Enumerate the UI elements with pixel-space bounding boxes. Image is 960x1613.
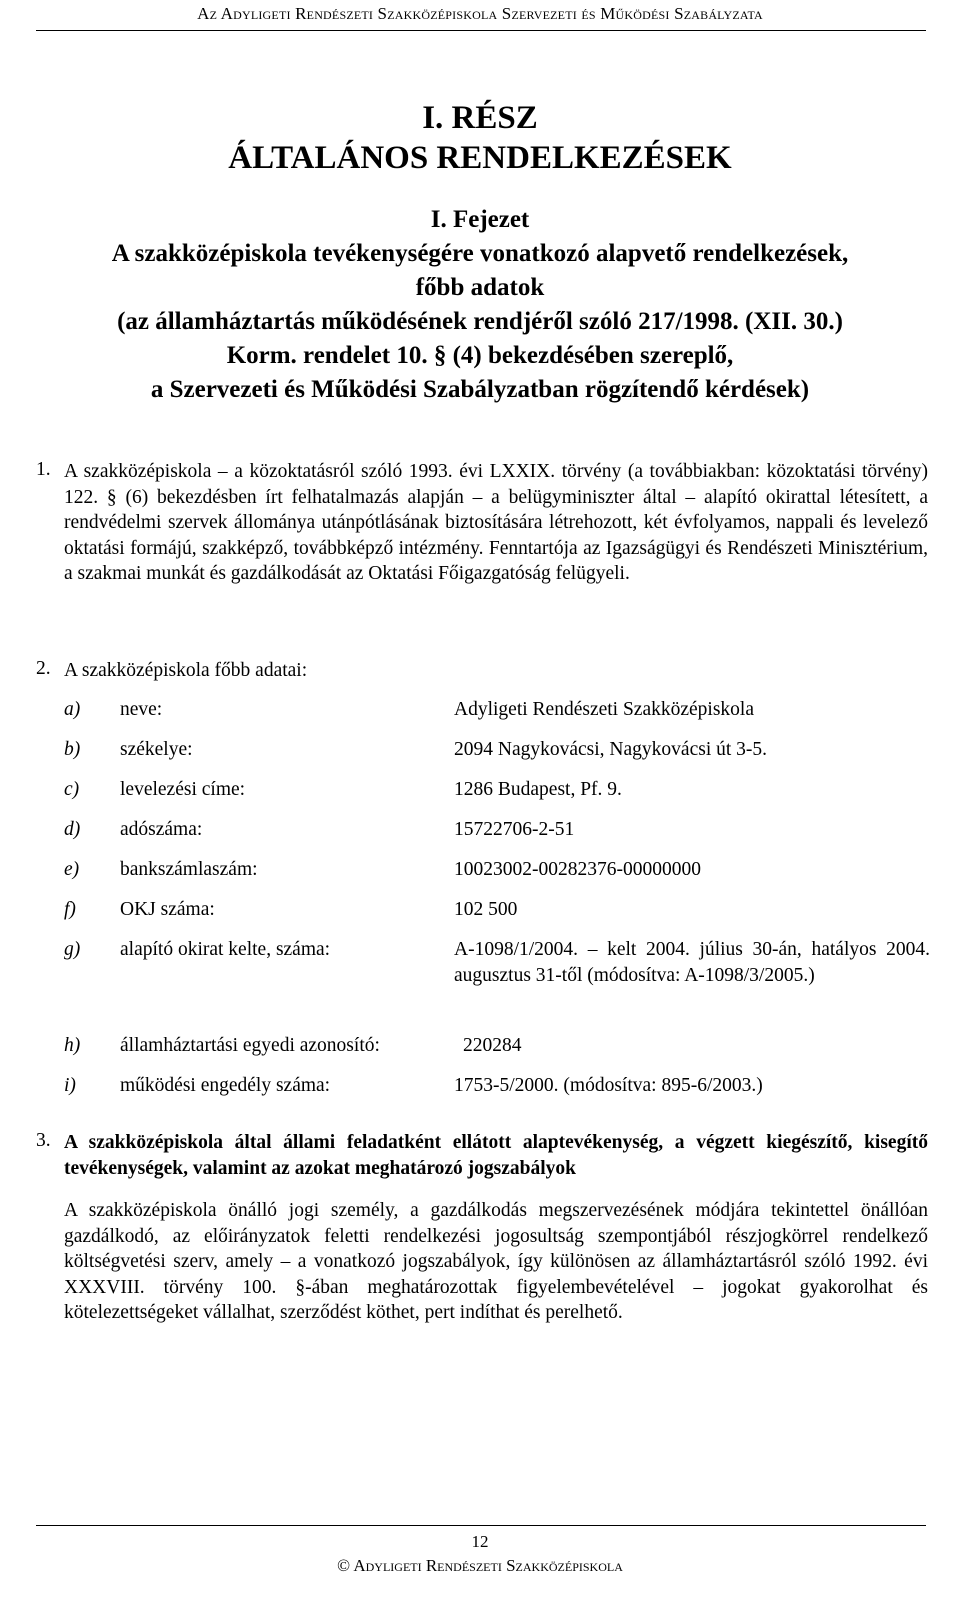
item-label: bankszámlaszám: (120, 859, 258, 880)
item-letter: e) (64, 859, 80, 880)
item-label: államháztartási egyedi azonosító: (120, 1035, 380, 1056)
part-title-line: I. RÉSZ (422, 100, 538, 136)
part-title (0, 98, 960, 178)
item-value: 10023002-00282376-00000000 (454, 859, 701, 880)
section-3-heading: A szakközépiskola által állami feladatként ellátott alaptevékenység, a végzett kiegészítő, kisegítő tevékenységek, valamint az azokat meghatározó jogszabályok (64, 1132, 928, 1179)
item-value: A-1098/1/2004. – kelt 2004. július 30-án, hatályos 2004. augusztus 31-től (módosítva: A-1098/3/2005.) (454, 939, 930, 986)
footer-divider (36, 1525, 926, 1526)
item-label: székelye: (120, 739, 193, 760)
item-value: 2094 Nagykovácsi, Nagykovácsi út 3-5. (454, 739, 768, 760)
section-number: 1. (36, 459, 51, 480)
item-label: alapító okirat kelte, száma: (120, 939, 331, 960)
chapter-title (0, 203, 960, 407)
chapter-title-line: I. Fejezet (430, 206, 530, 233)
item-letter: h) (64, 1035, 81, 1056)
page-number: 12 (471, 1532, 489, 1551)
chapter-title-line: (az államháztartás működésének rendjéről szóló 217/1998. (XII. 30.) (117, 308, 843, 335)
item-letter: i) (64, 1075, 76, 1096)
chapter-title-line: A szakközépiskola tevékenységére vonatkozó alapvető rendelkezések, (111, 240, 849, 267)
item-label: levelezési címe: (120, 779, 246, 800)
item-letter: c) (64, 779, 80, 800)
chapter-title-line: Korm. rendelet 10. § (4) bekezdésében szereplő, (226, 342, 734, 369)
header-divider (36, 30, 926, 31)
item-letter: g) (64, 939, 81, 960)
item-letter: f) (64, 899, 76, 920)
chapter-title-line: a Szervezeti és Működési Szabályzatban rögzítendő kérdések) (150, 376, 810, 403)
section-number: 2. (36, 658, 51, 679)
copyright-notice: © Adyligeti Rendészeti Szakközépiskola (337, 1556, 623, 1575)
item-value: Adyligeti Rendészeti Szakközépiskola (454, 699, 755, 720)
item-letter: b) (64, 739, 81, 760)
item-value: 15722706-2-51 (454, 819, 575, 840)
running-header: Az Adyligeti Rendészeti Szakközépiskola Szervezeti és Működési Szabályzata (197, 4, 763, 23)
section-1-text: A szakközépiskola – a közoktatásról szóló 1993. évi LXXIX. törvény (a továbbiakban: közoktatási törvény) 122. § (6) bekezdésben írt felhatalmazás alapján – a belügyminiszter által – alapító okirattal létesített, a rendvédelmi szervek állománya utánpótlásának biztosítására létrehozott, két évfolyamos, nappali és levelező oktatási formájú, szakképző, továbbképző intézmény. Fenntartója az Igazságügyi és Rendészeti Minisztérium, a szakmai munkát és gazdálkodását az Oktatási Főigazgatóság felügyeli. (64, 461, 928, 585)
item-value: 1286 Budapest, Pf. 9. (454, 779, 622, 800)
item-label: neve: (120, 699, 163, 720)
section-3-text: A szakközépiskola önálló jogi személy, a gazdálkodás megszervezésének módjára tekintettel önállóan gazdálkodó, az előirányzatok feletti rendelkezési jogosultság szempontjából részjogkörrel rendelkező költségvetési szerv, amely – a vonatkozó jogszabályok, így különösen az államháztartásról szóló 1992. évi XXXVIII. törvény 100. §-ában meghatározottak figyelembevételével – jogokat gyakorolhat és kötelezettségeket vállalhat, szerződést köthet, pert indíthat és perelhető. (64, 1200, 928, 1324)
chapter-title-line: főbb adatok (415, 274, 545, 301)
section-number: 3. (36, 1130, 51, 1151)
item-value: 102 500 (454, 899, 518, 920)
item-label: OKJ száma: (120, 899, 215, 920)
item-value: 220284 (463, 1035, 522, 1056)
item-value: 1753-5/2000. (módosítva: 895-6/2003.) (454, 1075, 763, 1096)
item-label: működési engedély száma: (120, 1075, 331, 1096)
item-label: adószáma: (120, 819, 203, 840)
item-letter: a) (64, 699, 81, 720)
part-title-line: ÁLTALÁNOS RENDELKEZÉSEK (228, 140, 732, 176)
item-letter: d) (64, 819, 81, 840)
section-2-title: A szakközépiskola főbb adatai: (64, 660, 308, 681)
